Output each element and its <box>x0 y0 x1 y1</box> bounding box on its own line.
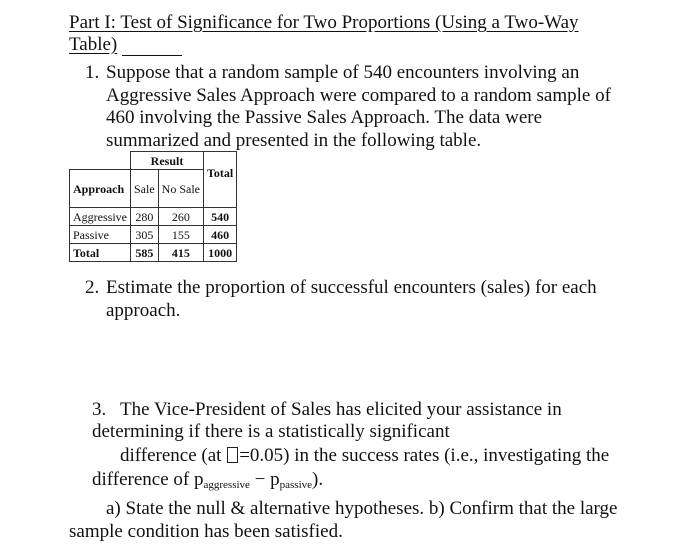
row-label: Total <box>70 244 131 262</box>
alpha-placeholder-icon <box>227 447 238 463</box>
minus-p: − p <box>249 469 280 490</box>
heading-line-1: Part I: Test of Significance for Two Proportions (Using a Two-Way <box>69 12 579 33</box>
q1-line-1: Suppose that a random sample of 540 encounters involving an <box>106 62 580 83</box>
sale-header: Sale <box>131 170 159 208</box>
total-header: Total <box>204 152 237 208</box>
cell-total: 460 <box>204 226 237 244</box>
q3-line-1: The Vice-President of Sales has elicited your assistance in <box>120 399 562 420</box>
result-header: Result <box>131 152 204 170</box>
row-label: Aggressive <box>70 208 131 226</box>
q3-line-3-end: =0.05) in the success rates (i.e., investigating the <box>239 445 610 466</box>
subscript-aggressive: aggressive <box>203 479 250 491</box>
q3-number: 3. <box>92 399 107 420</box>
heading-line-2: Table) <box>69 34 118 55</box>
table-row <box>70 208 237 226</box>
q3-line-6: sample condition has been satisfied. <box>69 521 343 542</box>
table-row <box>70 244 237 262</box>
q2-number: 2. <box>85 277 100 298</box>
nosale-header: No Sale <box>158 170 203 208</box>
cell-nosale: 260 <box>158 208 203 226</box>
table-row <box>70 226 237 244</box>
heading-underline-extension <box>122 55 182 56</box>
cell-sale: 585 <box>131 244 159 262</box>
q1-line-4: summarized and presented in the following table. <box>106 130 482 151</box>
q3-line-4 <box>92 469 323 496</box>
cell-nosale: 415 <box>158 244 203 262</box>
cell-total: 540 <box>204 208 237 226</box>
table-header-row-1 <box>70 152 237 170</box>
q3-line-3 <box>120 445 609 467</box>
q3-line-2: determining if there is a statistically significant <box>92 421 450 442</box>
q2-line-1: Estimate the proportion of successful encounters (sales) for each <box>106 277 597 298</box>
subscript-passive: passive <box>279 479 313 491</box>
q1-line-2: Aggressive Sales Approach were compared to a random sample of <box>106 85 611 106</box>
q3-line-4-end: ). <box>312 469 324 490</box>
q3-line-4-start: difference of p <box>92 469 204 490</box>
cell-nosale: 155 <box>158 226 203 244</box>
cell-sale: 280 <box>131 208 159 226</box>
cell-sale: 305 <box>131 226 159 244</box>
cell-total: 1000 <box>204 244 237 262</box>
q2-line-2: approach. <box>106 300 181 321</box>
q3-line-3-start: difference (at <box>120 445 227 466</box>
q3-line-5: a) State the null & alternative hypotheses. b) Confirm that the large <box>106 498 618 519</box>
results-table <box>69 151 237 262</box>
row-label: Passive <box>70 226 131 244</box>
approach-header: Approach <box>70 170 131 208</box>
q1-line-3: 460 involving the Passive Sales Approach. The data were <box>106 107 543 128</box>
q1-number: 1. <box>85 62 100 83</box>
